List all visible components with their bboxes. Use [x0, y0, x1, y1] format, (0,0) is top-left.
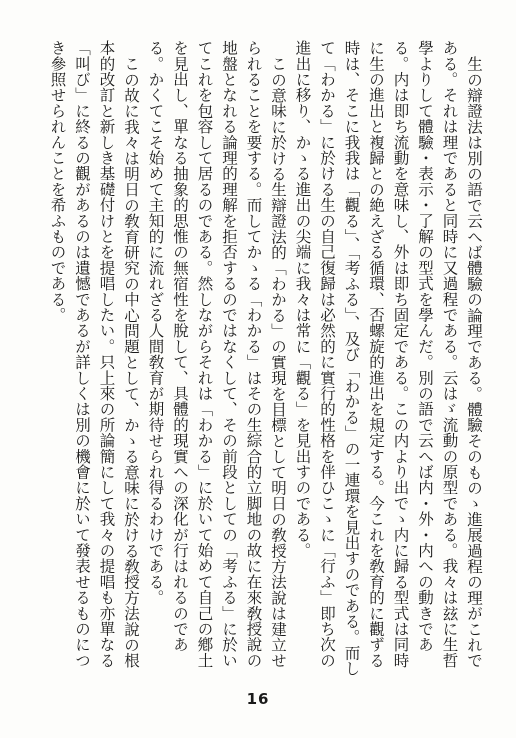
- paragraph-3: この故に我々は明日の敎育研究の中心問題として、かゝる意味に於ける敎授方法說の根本的改訂と新しき基礎付けとを提唱したい。只上來の所論簡にして我々の提唱も亦單なる「叫び」に終るの觀があるのは遺憾であるが詳しくは別の機會に於いて發表せるものにつき參照せられんことを希ふものである。: [48, 40, 140, 668]
- paragraph-2: この意味に於ける生辯證法的「わかる」の實現を目標として明日の敎授方法說は建立せられることを要する。而してかゝる「わかる」はその生綜合的立脚地の故に在來敎授說の地盤となれる論理的理解を拒否するのではなくして、その前段としての「考ふる」に於いてこれを包容して居るのである。然しながらそれは「わかる」に於いて始めて自己の鄕土を見出し、單なる抽象的思惟の無宿性を脫して、具體的現實への深化が行はれるのである。かくてこそ始めて主知的に流れざる人間敎育が期待せられ得るわけである。: [146, 40, 287, 668]
- body-text: [36, 40, 486, 680]
- page-number: 16: [246, 690, 270, 708]
- paragraph-1: 生の辯證法は別の語で云へば體驗の論理である。體驗そのものゝ進展過程の理がこれである。それは理であると同時に又過程である。云はゞ流動の原型である。我々は玆に生哲學よりして體驗・表示・了解の型式を學んだ。別の語で云へば内・外・内への動きである。内は即ち流動を意味し、外は即ち固定である。この内より出でゝ内に歸る型式は同時に生の進出と複歸との絶えざる循環、否螺旋的進出を規定する。今これを敎育的に觀ずる時は、そこに我我は「觀る」、「考ふる」、及び「わかる」の一連環を見出すのである。而して「わかる」に於ける生の自己復歸は必然的に實行的性格を伴ひこゝに「行ふ」即ち次の進出に移り、かゝる進出の尖端に我々は常に「觀る」を見出すのである。: [293, 40, 483, 677]
